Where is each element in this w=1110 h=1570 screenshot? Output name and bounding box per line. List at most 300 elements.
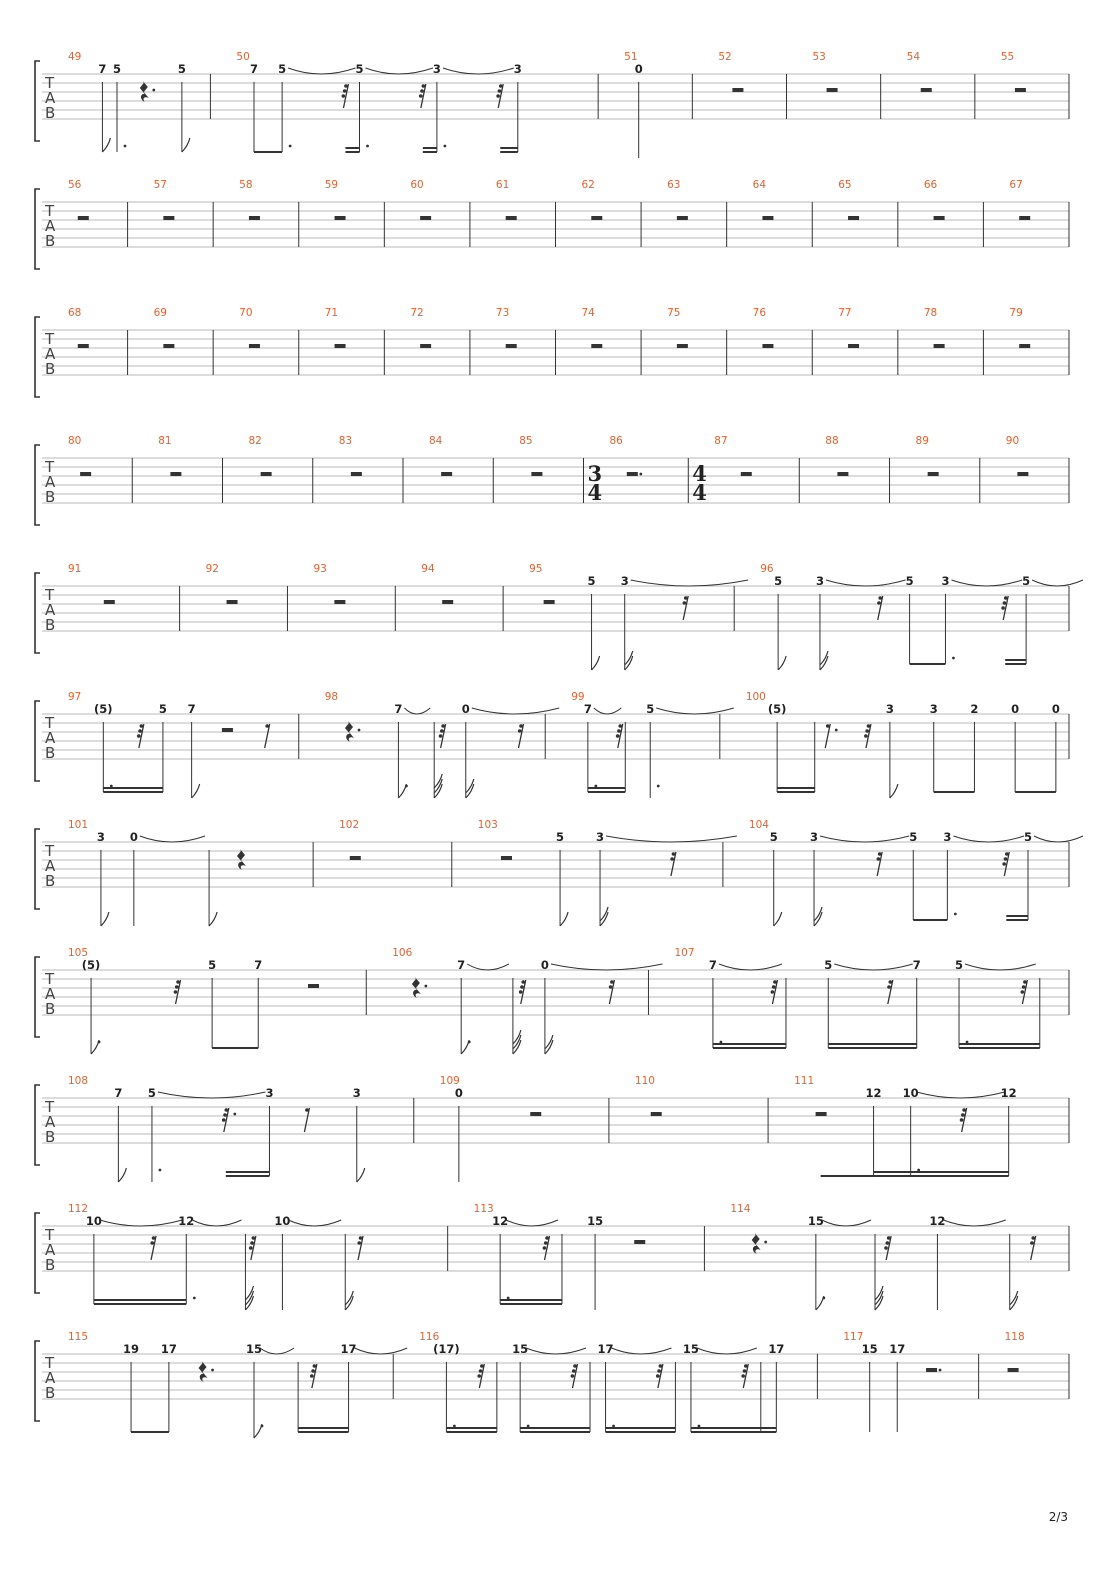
beam	[828, 1047, 916, 1049]
beam	[520, 1431, 590, 1433]
measure-number: 81	[158, 435, 172, 447]
rest-flag	[499, 84, 503, 88]
measure-number: 79	[1009, 307, 1023, 319]
measure-number: 99	[571, 691, 585, 703]
measure-number: 51	[624, 51, 638, 63]
half-rest	[627, 472, 638, 476]
rest-flag	[477, 1374, 481, 1378]
rest-flag	[684, 596, 688, 600]
measure-number: 104	[748, 819, 769, 831]
dot	[453, 1425, 456, 1428]
beam	[446, 1427, 496, 1429]
tab-clef-letter: B	[45, 1384, 56, 1402]
half-rest	[334, 600, 345, 604]
system-bracket	[35, 1341, 40, 1421]
rest-flag	[344, 84, 348, 88]
rest-flag	[420, 89, 424, 93]
fret-number: 15	[245, 1342, 262, 1356]
measure	[68, 435, 132, 503]
measure-number: 89	[915, 435, 929, 447]
fret-number: 5	[278, 62, 287, 76]
tie	[1034, 836, 1083, 842]
tab-clef-letter: B	[45, 616, 56, 634]
fret-number: 7	[254, 958, 263, 972]
fret-number: 0	[129, 830, 138, 844]
dot	[261, 1425, 264, 1428]
measure	[838, 179, 898, 247]
fret-number: 3	[943, 830, 952, 844]
fret-number: 5	[955, 958, 964, 972]
fret-number: 3	[620, 574, 629, 588]
fret-number: 15	[807, 1214, 824, 1228]
note-flag	[192, 784, 200, 798]
measure	[154, 307, 214, 375]
measure	[68, 563, 180, 631]
tie	[1032, 580, 1083, 586]
rest-flag	[343, 89, 347, 93]
tab-system	[35, 1331, 1069, 1438]
rest-flag	[1004, 857, 1008, 861]
tie	[631, 580, 748, 586]
tie	[943, 1220, 1005, 1226]
fret-number: 7	[912, 958, 921, 972]
rest-flag	[137, 734, 141, 738]
dot	[358, 729, 361, 732]
fret-number: 7	[187, 702, 196, 716]
measure-number: 114	[730, 1203, 751, 1215]
dot	[594, 785, 597, 788]
measure-number: 108	[68, 1075, 89, 1087]
tab-clef-letter: T	[45, 74, 55, 92]
rest-flag	[960, 1118, 964, 1122]
half-rest	[350, 856, 361, 860]
rest-flag	[826, 724, 830, 728]
note-flag	[102, 138, 110, 152]
rest-flag	[223, 1113, 227, 1117]
measure-number: 94	[421, 563, 435, 575]
measure	[916, 435, 980, 503]
measure	[635, 1075, 768, 1143]
measure-number: 83	[338, 435, 353, 447]
tab-clef-letter: B	[45, 104, 56, 122]
beam	[131, 1431, 169, 1433]
fret-number: 15	[587, 1214, 604, 1228]
rest-flag	[520, 985, 524, 989]
measure-number: 93	[313, 563, 327, 575]
beam	[226, 1171, 270, 1173]
measure-number: 92	[205, 563, 219, 575]
dot	[527, 1425, 530, 1428]
fret-number: 0	[540, 958, 549, 972]
tab-clef-letter: B	[45, 360, 56, 378]
beam	[298, 1427, 348, 1429]
tie	[100, 1220, 182, 1226]
measure	[339, 819, 452, 887]
rest-32	[1002, 852, 1009, 876]
measure	[1006, 435, 1029, 476]
measure-number: 96	[760, 563, 774, 575]
measure	[236, 51, 598, 153]
beam	[212, 1047, 258, 1049]
tab-system	[35, 947, 1069, 1054]
note-flag	[890, 784, 898, 798]
rest-flag	[439, 734, 443, 738]
fret-number: 3	[513, 62, 522, 76]
measure-number: 87	[714, 435, 728, 447]
dot	[954, 913, 957, 916]
measure-number: 58	[239, 179, 253, 191]
measure-number: 97	[68, 691, 82, 703]
measure-number: 82	[248, 435, 262, 447]
half-rest	[1019, 344, 1030, 348]
system-bracket	[35, 317, 40, 397]
measure-number: 70	[239, 307, 253, 319]
tab-clef-letter: A	[45, 729, 56, 747]
tab-clef-letter: T	[45, 1354, 55, 1372]
beam	[691, 1427, 776, 1429]
beam	[1005, 659, 1026, 661]
rest-32	[439, 724, 446, 748]
measure	[730, 1203, 1035, 1310]
tab-clef-letter: A	[45, 601, 56, 619]
rest-flag	[878, 596, 882, 600]
tab-system	[35, 1075, 1069, 1182]
beam	[934, 791, 975, 793]
rest-flag	[357, 1241, 361, 1245]
measure-number: 71	[324, 307, 339, 319]
measure-number: 56	[68, 179, 82, 191]
measure	[838, 307, 898, 375]
fret-number: 0	[1051, 702, 1060, 716]
tab-system	[35, 819, 1083, 926]
tie	[526, 1348, 586, 1354]
half-rest	[222, 728, 233, 732]
half-rest	[78, 344, 89, 348]
measure-number: 49	[68, 51, 82, 63]
half-rest	[741, 472, 752, 476]
fret-number: 17	[340, 1342, 357, 1356]
measure	[325, 307, 385, 375]
tie	[192, 1220, 241, 1226]
fret-number: 10	[274, 1214, 291, 1228]
rest-32	[884, 1236, 891, 1260]
tie	[472, 708, 559, 714]
measure	[474, 1203, 705, 1310]
tab-clef-letter: B	[45, 872, 56, 890]
rest-8	[304, 1108, 309, 1132]
rest-flag	[773, 980, 777, 984]
tie	[917, 1092, 1005, 1098]
tab-system	[35, 51, 1069, 158]
dot	[764, 1241, 767, 1244]
fret-number: 5	[208, 958, 217, 972]
tie	[697, 1348, 757, 1354]
fret-number: 3	[815, 574, 824, 588]
rest-flag	[877, 601, 881, 605]
beam	[959, 1047, 1040, 1049]
rest-flag	[887, 985, 891, 989]
fret-number: 5	[158, 702, 167, 716]
rest-32	[656, 1364, 663, 1388]
rest-flag	[867, 724, 871, 728]
dot	[939, 1369, 942, 1372]
dot	[424, 985, 427, 988]
measure-number: 113	[473, 1203, 494, 1215]
fret-number: 12	[178, 1214, 195, 1228]
beam	[874, 1171, 1009, 1173]
rest-flag	[440, 729, 444, 733]
beam	[1006, 915, 1028, 917]
rest-flag	[743, 1369, 747, 1373]
beam	[446, 1431, 496, 1433]
rest-flag	[1004, 596, 1008, 600]
rest-flag	[543, 1246, 547, 1250]
dot	[468, 1041, 471, 1044]
measure	[718, 51, 786, 119]
half-rest	[531, 472, 542, 476]
fret-number: 5	[909, 830, 918, 844]
beam	[226, 1175, 270, 1177]
measure-number: 74	[581, 307, 595, 319]
rest-32	[310, 1364, 317, 1388]
measure	[325, 691, 559, 798]
fret-number: 3	[810, 830, 819, 844]
dot	[152, 89, 155, 92]
rest-flag	[175, 985, 179, 989]
fret-number: 5	[587, 574, 596, 588]
rest-flag	[225, 1108, 229, 1112]
measure	[410, 307, 470, 375]
tie	[158, 1092, 266, 1098]
note-flag	[118, 1168, 126, 1182]
tab-clef-letter: A	[45, 1369, 56, 1387]
tie	[965, 964, 1036, 970]
measure	[325, 179, 385, 247]
measure	[496, 307, 556, 375]
fret-number: 17	[597, 1342, 614, 1356]
tab-clef-letter: A	[45, 345, 56, 363]
measure-number: 118	[1004, 1331, 1025, 1343]
fret-number: 7	[249, 62, 258, 76]
tab-clef-letter: B	[45, 232, 56, 250]
half-rest	[921, 88, 932, 92]
dot	[159, 1169, 162, 1172]
rest-flag	[771, 990, 775, 994]
fret-number: 7	[583, 702, 592, 716]
rest-32	[864, 724, 871, 748]
fret-number: (5)	[767, 702, 787, 716]
measure	[392, 947, 662, 1054]
measure	[419, 1331, 817, 1433]
rest-32	[496, 84, 503, 108]
fret-number: 12	[492, 1214, 509, 1228]
tie	[288, 68, 355, 74]
tie	[719, 964, 782, 970]
rest-flag	[1023, 980, 1027, 984]
dot	[698, 1425, 701, 1428]
note-flag	[101, 912, 109, 926]
tie	[822, 1220, 871, 1226]
half-rest	[591, 216, 602, 220]
tab-clef-letter: T	[45, 842, 55, 860]
measure-number: 67	[1009, 179, 1023, 191]
tab-clef-letter: B	[45, 744, 56, 762]
half-rest	[762, 216, 773, 220]
fret-number: 17	[889, 1342, 906, 1356]
dot	[193, 1297, 196, 1300]
measure	[1009, 179, 1030, 220]
fret-number: 10	[902, 1086, 919, 1100]
half-rest	[501, 856, 512, 860]
rest-flag	[519, 724, 523, 728]
beam	[910, 663, 946, 665]
rest-flag	[544, 1241, 548, 1245]
measure-number: 77	[838, 307, 852, 319]
beam	[777, 787, 815, 789]
half-rest	[506, 216, 517, 220]
rest-flag	[877, 857, 881, 861]
measure	[924, 307, 984, 375]
tie	[834, 964, 912, 970]
fret-number: (5)	[94, 702, 113, 716]
rest-flag	[1030, 1241, 1034, 1245]
half-rest	[170, 472, 181, 476]
measure-number: 86	[609, 435, 623, 447]
rest-8	[265, 724, 270, 748]
measure	[496, 179, 556, 247]
note-flag	[774, 912, 782, 926]
tie	[606, 836, 737, 842]
fret-number: 17	[768, 1342, 785, 1356]
rest-flag	[150, 1241, 154, 1245]
rest-32	[174, 980, 181, 1004]
beam	[103, 791, 163, 793]
tie	[506, 1220, 558, 1226]
measure-number: 98	[324, 691, 339, 703]
measure-number: 84	[429, 435, 443, 447]
fret-number: 5	[112, 62, 121, 76]
tie	[951, 580, 1022, 586]
tie	[140, 836, 205, 842]
note-flag	[778, 656, 786, 670]
measure-number: 103	[477, 819, 498, 831]
measure	[746, 691, 1060, 798]
rest-flag	[886, 1241, 890, 1245]
system-bracket	[35, 189, 40, 269]
measure-number: 80	[68, 435, 82, 447]
rest-flag	[887, 1236, 891, 1240]
rest-flag	[176, 980, 180, 984]
rest-flag	[419, 94, 423, 98]
dot	[507, 1297, 510, 1300]
rest-flag	[573, 1364, 577, 1368]
tab-clef-letter: B	[45, 1128, 56, 1146]
note-flag	[357, 1168, 365, 1182]
half-rest	[934, 344, 945, 348]
rest-flag	[670, 857, 674, 861]
fret-number: 10	[85, 1214, 102, 1228]
half-rest	[848, 344, 859, 348]
dot	[211, 1369, 214, 1372]
half-rest	[441, 472, 452, 476]
beam	[821, 1175, 874, 1177]
fret-number: 5	[556, 830, 565, 844]
half-rest	[816, 1112, 827, 1116]
measure	[68, 1075, 414, 1182]
rest-flag	[772, 985, 776, 989]
tie	[260, 1348, 294, 1354]
rest-32	[1020, 980, 1027, 1004]
rest-flag	[498, 89, 502, 93]
rest-flag	[152, 1236, 156, 1240]
dot	[289, 145, 292, 148]
rest-8	[825, 724, 830, 748]
measure-number: 52	[718, 51, 732, 63]
rest-flag	[610, 980, 614, 984]
rest-flag	[518, 729, 522, 733]
rest-flag	[422, 84, 426, 88]
rest-flag	[441, 724, 445, 728]
time-signature-top: 3	[587, 461, 603, 486]
fret-number: (17)	[433, 1342, 460, 1356]
fret-number: 2	[970, 702, 979, 716]
rest-32	[419, 84, 426, 108]
measure-number: 90	[1005, 435, 1020, 447]
half-rest	[249, 216, 260, 220]
tie	[404, 708, 430, 714]
tab-clef-letter: B	[45, 1256, 56, 1274]
dot	[720, 1041, 723, 1044]
fret-number: 5	[1023, 830, 1032, 844]
fret-number: 15	[861, 1342, 878, 1356]
beam	[777, 791, 815, 793]
rest-flag	[222, 1118, 226, 1122]
time-signature-top: 4	[692, 461, 707, 486]
rest-16	[518, 724, 524, 748]
half-rest	[634, 1240, 645, 1244]
tab-clef-letter: A	[45, 1241, 56, 1259]
dot	[639, 473, 642, 476]
rest-32	[477, 1364, 484, 1388]
rest-flag	[618, 724, 622, 728]
fret-number: 3	[432, 62, 441, 76]
tab-system	[35, 1203, 1069, 1310]
dot	[612, 1425, 615, 1428]
tab-clef-letter: A	[45, 89, 56, 107]
system-bracket	[35, 573, 40, 653]
measure	[825, 435, 889, 503]
fret-number: 19	[123, 1342, 140, 1356]
rest-flag	[616, 734, 620, 738]
fret-number: 3	[352, 1086, 361, 1100]
half-rest	[591, 344, 602, 348]
measure	[478, 819, 737, 926]
rest-16	[670, 852, 676, 876]
half-rest	[442, 600, 453, 604]
rest-32	[543, 1236, 550, 1260]
fret-number: 0	[634, 62, 643, 76]
half-rest	[1008, 1368, 1019, 1372]
rest-16	[877, 596, 883, 620]
fret-number: 5	[355, 62, 364, 76]
rest-flag	[1003, 601, 1007, 605]
rest-flag	[1002, 862, 1006, 866]
dot	[952, 657, 955, 660]
measure-number: 55	[1000, 51, 1015, 63]
rest-flag	[138, 729, 142, 733]
rest-flag	[961, 1113, 965, 1117]
tab-clef-letter: A	[45, 473, 56, 491]
